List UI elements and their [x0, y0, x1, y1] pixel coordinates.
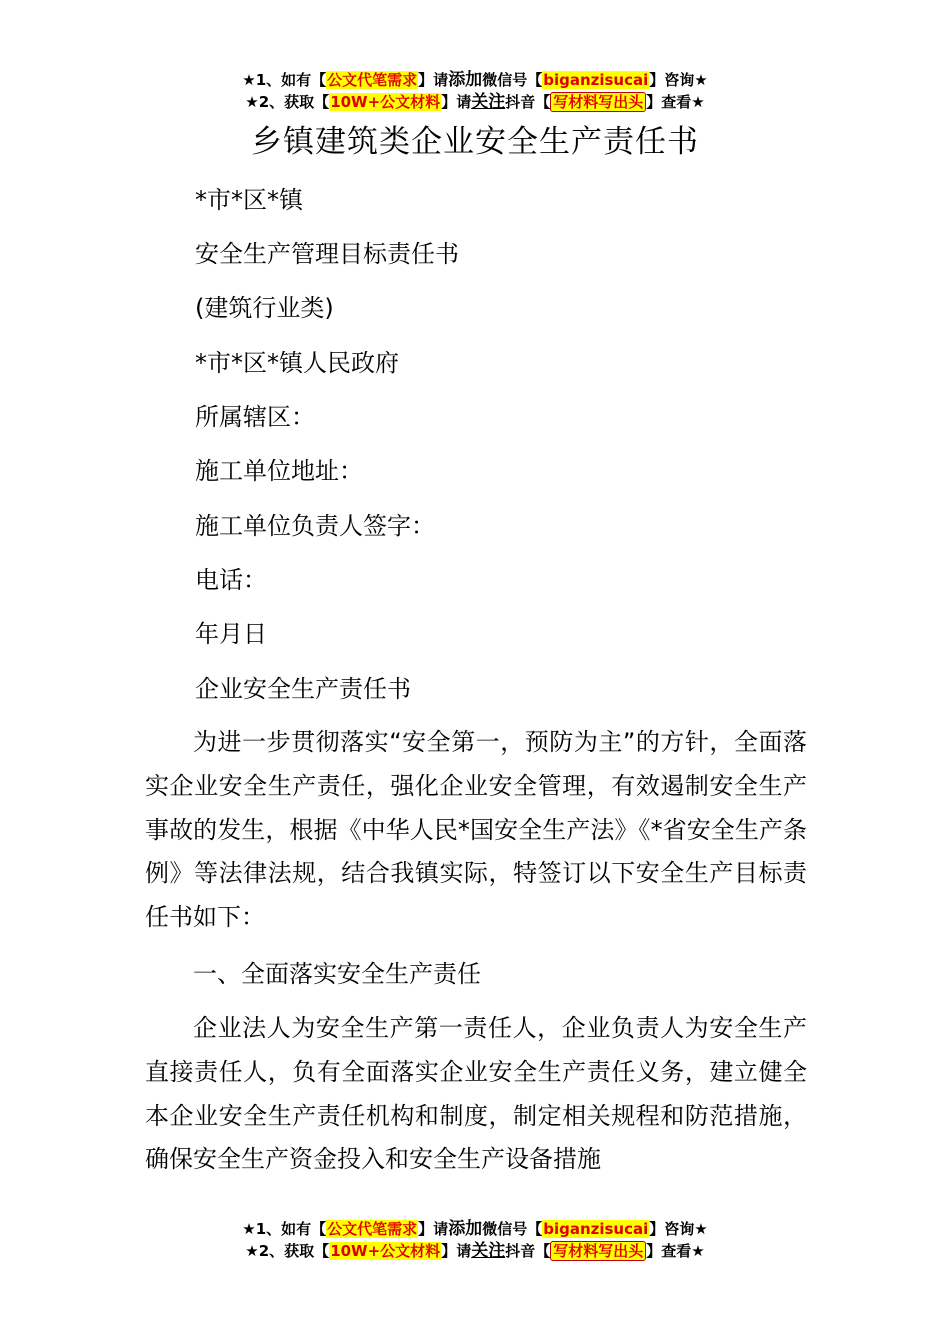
banner-emphasis: 关注: [471, 92, 506, 112]
cover-line: 电话：: [195, 566, 267, 594]
document-title: 乡镇建筑类企业安全生产责任书: [251, 124, 699, 160]
banner-douyin-id: 写材料写出头: [550, 1241, 646, 1261]
banner-highlight: 10W+公文材料: [330, 1242, 441, 1260]
banner-text: 】请: [418, 1220, 449, 1238]
banner-line-2: [0, 1240, 950, 1262]
banner-text: 】请: [418, 71, 449, 89]
banner-text: ★2、获取【: [245, 93, 330, 111]
banner-text: 】请: [441, 93, 472, 111]
cover-line: 安全生产管理目标责任书: [195, 240, 459, 268]
cover-line: 施工单位地址：: [195, 457, 363, 485]
cover-line: *市*区*镇人民政府: [195, 349, 399, 377]
banner-line-2: [0, 91, 950, 113]
banner-text: 微信号【: [482, 71, 543, 89]
banner-emphasis: 添加: [448, 70, 483, 90]
body-paragraph: 为进一步贯彻落实“安全第一，预防为主”的方针，全面落实企业安全生产责任，强化企业安全管理，有效遏制安全生产事故的发生，根据《中华人民*国安全生产法》《*省安全生产条例》等法律法规，结合我镇实际，特签订以下安全生产目标责任书如下：: [145, 728, 807, 932]
banner-text: 抖音【: [505, 93, 551, 111]
body-paragraph: 企业法人为安全生产第一责任人，企业负责人为安全生产直接责任人，负有全面落实企业安全生产责任义务，建立健全本企业安全生产责任机构和制度，制定相关规程和防范措施，确保安全生产资金投入和安全生产设备措施: [145, 1014, 807, 1174]
banner-emphasis: 关注: [471, 1241, 506, 1261]
banner-text: ★1、如有【: [242, 1220, 327, 1238]
banner-text: 】查看★: [646, 1242, 705, 1260]
header-banner: [0, 69, 950, 113]
cover-line: 施工单位负责人签字：: [195, 512, 435, 540]
banner-text: 微信号【: [482, 1220, 543, 1238]
banner-emphasis: 添加: [448, 1219, 483, 1239]
section-heading: 一、全面落实安全生产责任: [193, 960, 481, 988]
footer-banner: [0, 1218, 950, 1262]
banner-text: 抖音【: [505, 1242, 551, 1260]
banner-text: 】咨询★: [649, 1220, 708, 1238]
banner-wechat-id: biganzisucai: [543, 1220, 649, 1238]
banner-text: ★1、如有【: [242, 71, 327, 89]
banner-douyin-id: 写材料写出头: [550, 92, 646, 112]
cover-line: (建筑行业类): [195, 294, 334, 322]
banner-line-1: [0, 69, 950, 91]
banner-text: 】查看★: [646, 93, 705, 111]
banner-text: 】咨询★: [649, 71, 708, 89]
banner-highlight: 公文代笔需求: [327, 71, 418, 89]
cover-line: 所属辖区：: [195, 403, 315, 431]
banner-text: ★2、获取【: [245, 1242, 330, 1260]
banner-text: 】请: [441, 1242, 472, 1260]
cover-line: 企业安全生产责任书: [195, 675, 411, 703]
banner-highlight: 10W+公文材料: [330, 93, 441, 111]
banner-highlight: 公文代笔需求: [327, 1220, 418, 1238]
banner-line-1: [0, 1218, 950, 1240]
cover-line: 年月日: [195, 620, 267, 648]
banner-wechat-id: biganzisucai: [543, 71, 649, 89]
cover-line: *市*区*镇: [195, 186, 303, 214]
